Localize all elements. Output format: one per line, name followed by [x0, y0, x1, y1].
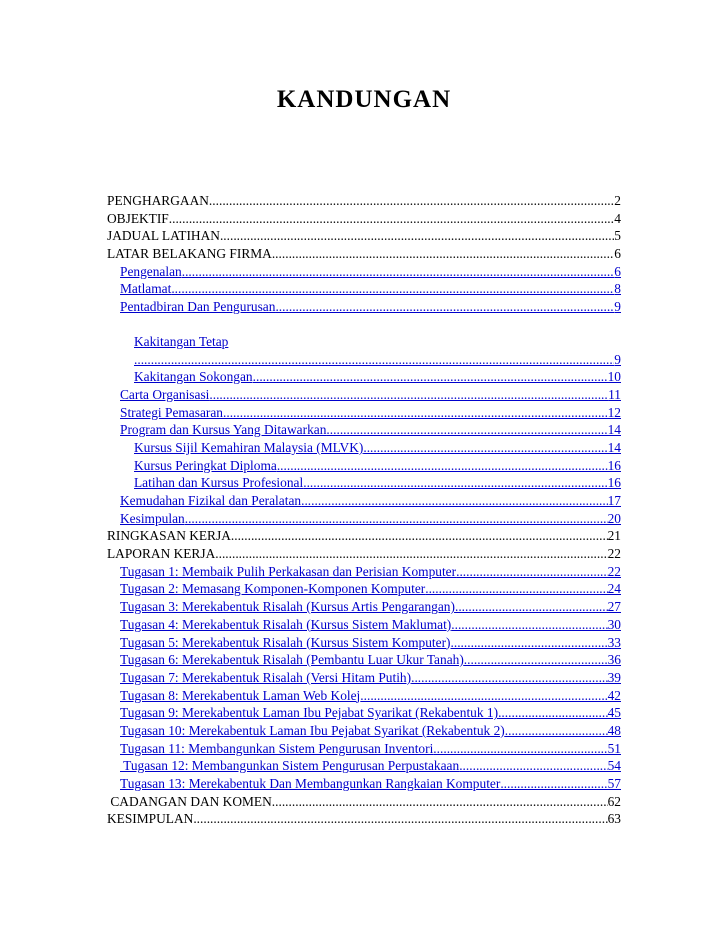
toc-entry-page: 17: [607, 493, 621, 508]
toc-link-tugasan-12[interactable]: [107, 757, 621, 775]
toc-entry-latar-belakang-firma[interactable]: [107, 245, 621, 263]
toc-link-tugasan-13[interactable]: [107, 775, 621, 793]
toc-entry-label: Tugasan 10: Merekabentuk Laman Ibu Pejabat Syarikat (Rekabentuk 2): [120, 722, 505, 738]
toc-entry-ringkasan-kerja[interactable]: [107, 527, 621, 545]
toc-entry-page: 48: [607, 722, 621, 738]
toc-entry-page: 6: [614, 263, 621, 279]
toc-leader-dots: [182, 263, 615, 281]
toc-link-tugasan-2[interactable]: [107, 580, 621, 598]
toc-entry-page: 45: [607, 705, 621, 721]
toc-leader-dots: [171, 280, 614, 298]
toc-entry-objektif[interactable]: [107, 210, 621, 228]
toc-leader-dots: [193, 810, 607, 828]
toc-entry-label: Carta Organisasi: [120, 386, 210, 402]
toc-leader-dots: [185, 510, 608, 528]
toc-entry-label: Tugasan 11: Membangunkan Sistem Pengurusan Inventori: [120, 740, 434, 756]
toc-entry-label: Tugasan 7: Merekabentuk Risalah (Versi Hitam Putih): [120, 669, 412, 685]
toc-link-latihan-profesional[interactable]: [107, 474, 621, 492]
toc-leader-dots: [455, 598, 608, 616]
toc-leader-dots: [209, 192, 614, 210]
toc-link-program-kursus[interactable]: [107, 421, 621, 439]
toc-entry-label: Program dan Kursus Yang Ditawarkan: [120, 422, 327, 438]
toc-entry-label: Kesimpulan: [120, 510, 185, 526]
toc-entry-page: 42: [607, 687, 621, 703]
toc-leader-dots: [220, 227, 614, 245]
toc-link-matlamat[interactable]: [107, 280, 621, 298]
toc-entry-label: Tugasan 6: Merekabentuk Risalah (Pembantu Luar Ukur Tanah): [120, 652, 464, 668]
toc-leader-dots: [231, 527, 608, 545]
toc-entry-label: Tugasan 9: Merekabentuk Laman Ibu Pejabat Syarikat (Rekabentuk 1): [120, 705, 499, 721]
toc-link-kakitangan-tetap[interactable]: [107, 333, 621, 368]
toc-entry-page: 21: [607, 528, 621, 544]
toc-entry-label: Tugasan 12: Membangunkan Sistem Pengurusan Perpustakaan: [120, 758, 460, 774]
toc-entry-page: 5: [614, 228, 621, 244]
toc-link-kesimpulan-firma[interactable]: [107, 510, 621, 528]
toc-entry-label: Pengenalan: [120, 263, 182, 279]
toc-leader-dots: [275, 298, 614, 316]
table-of-contents: [107, 192, 621, 828]
toc-link-tugasan-10[interactable]: [107, 722, 621, 740]
toc-entry-page: 22: [607, 563, 621, 579]
toc-link-strategi-pemasaran[interactable]: [107, 404, 621, 422]
toc-entry-page: 16: [607, 457, 621, 473]
toc-entry-label: Tugasan 13: Merekabentuk Dan Membangunkan Rangkaian Komputer: [120, 776, 501, 791]
toc-entry-page: 36: [607, 652, 621, 668]
toc-leader-dots: [363, 439, 607, 457]
toc-entry-label: Latihan dan Kursus Profesional: [134, 475, 304, 491]
toc-link-tugasan-4[interactable]: [107, 616, 621, 634]
toc-link-tugasan-9[interactable]: [107, 704, 621, 722]
toc-entry-page: 24: [607, 581, 621, 597]
toc-link-kemudahan-fizikal[interactable]: [107, 492, 621, 510]
toc-entry-label: LATAR BELAKANG FIRMA: [107, 246, 272, 262]
toc-entry-page: 62: [607, 793, 621, 809]
toc-link-pengenalan[interactable]: [107, 263, 621, 281]
toc-link-tugasan-7[interactable]: [107, 669, 621, 687]
toc-leader-dots: [411, 669, 608, 687]
toc-link-tugasan-6[interactable]: [107, 651, 621, 669]
toc-leader-dots: [253, 368, 608, 386]
toc-entry-label: JADUAL LATIHAN: [107, 228, 220, 244]
toc-entry-page: 6: [614, 246, 621, 262]
toc-link-kursus-sijil[interactable]: [107, 439, 621, 457]
toc-entry-page: 20: [607, 510, 621, 526]
toc-leader-dots: [326, 421, 607, 439]
toc-leader-dots: [425, 580, 607, 598]
toc-leader-dots: [272, 793, 608, 811]
toc-entry-cadangan-komen[interactable]: [107, 793, 621, 811]
toc-entry-label: Tugasan 3: Merekabentuk Risalah (Kursus Artis Pengarangan): [120, 599, 455, 615]
toc-link-tugasan-1[interactable]: [107, 563, 621, 581]
toc-entry-jadual-latihan[interactable]: [107, 227, 621, 245]
toc-entry-page: 10: [607, 369, 621, 385]
toc-entry-kesimpulan[interactable]: [107, 810, 621, 828]
toc-entry-page: 63: [607, 811, 621, 827]
toc-entry-label: Strategi Pemasaran: [120, 404, 223, 420]
toc-leader-dots: [459, 757, 607, 775]
toc-entry-page: 27: [607, 599, 621, 615]
toc-entry-page: 30: [607, 616, 621, 632]
toc-leader-dots: [169, 210, 615, 228]
toc-entry-label: Kursus Peringkat Diploma: [134, 457, 277, 473]
toc-entry-label: Tugasan 2: Memasang Komponen-Komponen Komputer: [120, 581, 426, 597]
toc-leader-dots: [433, 740, 607, 758]
toc-leader-dots: [277, 457, 608, 475]
toc-entry-label: RINGKASAN KERJA: [107, 528, 231, 544]
toc-link-kursus-diploma[interactable]: [107, 457, 621, 475]
toc-entry-page: 51: [607, 740, 621, 756]
toc-leader-dots: [360, 687, 607, 705]
toc-leader-dots: [303, 474, 607, 492]
toc-entry-label: Kakitangan Tetap: [134, 333, 229, 349]
toc-entry-label: KESIMPULAN: [107, 811, 194, 827]
toc-entry-label: Tugasan 8: Merekabentuk Laman Web Kolej: [120, 687, 361, 703]
toc-entry-leader-line: [134, 351, 621, 369]
toc-entry-label: Matlamat: [120, 281, 172, 297]
toc-leader-dots: [272, 245, 614, 263]
toc-entry-page: 54: [607, 758, 621, 774]
toc-entry-label: LAPORAN KERJA: [107, 546, 216, 562]
toc-link-tugasan-11[interactable]: [107, 740, 621, 758]
toc-leader-dots: [215, 545, 607, 563]
toc-link-pentadbiran[interactable]: [107, 298, 621, 316]
toc-entry-label: Kakitangan Sokongan: [134, 369, 253, 385]
toc-entry-label: CADANGAN DAN KOMEN: [107, 793, 272, 809]
toc-link-kakitangan-sokongan[interactable]: [107, 368, 621, 386]
toc-entry-label: OBJEKTIF: [107, 210, 169, 226]
toc-leader-dots: [464, 651, 608, 669]
toc-leader-dots: [301, 492, 608, 510]
page-title: KANDUNGAN: [276, 86, 452, 113]
toc-leader-dots: [500, 775, 607, 793]
toc-entry-page: 4: [614, 210, 621, 226]
toc-leader-dots: [209, 386, 608, 404]
toc-entry-page: 12: [607, 404, 621, 420]
toc-link-tugasan-3[interactable]: [107, 598, 621, 616]
toc-entry-laporan-kerja[interactable]: [107, 545, 621, 563]
toc-entry-page: 16: [607, 475, 621, 491]
toc-entry-label: Tugasan 4: Merekabentuk Risalah (Kursus Sistem Maklumat): [120, 616, 452, 632]
toc-entry-page: 14: [607, 439, 621, 455]
toc-entry-label: Tugasan 1: Membaik Pulih Perkakasan dan Perisian Komputer: [120, 563, 457, 579]
toc-entry-page: 33: [607, 634, 621, 650]
toc-entry-label: Pentadbiran Dan Pengurusan: [120, 299, 276, 315]
toc-link-tugasan-8[interactable]: [107, 687, 621, 705]
toc-entry-label: Kemudahan Fizikal dan Peralatan: [120, 493, 302, 508]
toc-entry-page: 2: [614, 193, 621, 208]
toc-leader-dots: [134, 351, 614, 369]
toc-entry-label: Tugasan 5: Merekabentuk Risalah (Kursus Sistem Komputer): [120, 634, 451, 650]
toc-leader-dots: [451, 634, 608, 652]
toc-entry-page: 8: [614, 281, 621, 297]
toc-leader-dots: [505, 722, 608, 740]
toc-leader-dots: [451, 616, 607, 634]
toc-link-carta-organisasi[interactable]: [107, 386, 621, 404]
toc-entry-label: PENGHARGAAN: [107, 193, 209, 208]
toc-entry-label: Kursus Sijil Kemahiran Malaysia (MLVK): [134, 439, 364, 455]
toc-entry-page: 9: [614, 299, 621, 315]
toc-entry-page: 9: [614, 351, 621, 367]
toc-entry-page: 22: [607, 546, 621, 562]
toc-entry-penghargaan[interactable]: [107, 192, 621, 210]
toc-leader-dots: [223, 404, 608, 422]
toc-entry-page: 57: [607, 776, 621, 791]
toc-leader-dots: [498, 704, 608, 722]
toc-link-tugasan-5[interactable]: [107, 634, 621, 652]
toc-entry-page: 14: [607, 422, 621, 438]
toc-entry-page: 11: [608, 386, 621, 402]
toc-leader-dots: [456, 563, 608, 581]
toc-entry-page: 39: [607, 669, 621, 685]
toc-spacer: [107, 316, 621, 333]
